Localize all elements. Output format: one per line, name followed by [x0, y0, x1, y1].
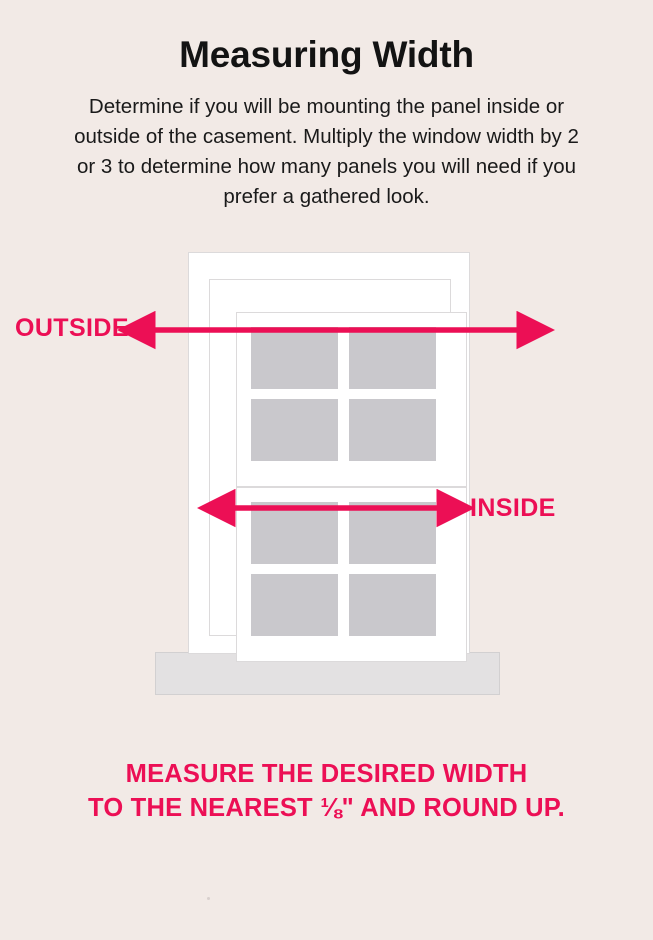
window-pane	[349, 502, 436, 564]
window-illustration	[155, 252, 500, 697]
window-sash-bottom	[236, 487, 467, 662]
footer-callout	[0, 757, 653, 825]
window-pane	[349, 574, 436, 636]
window-pane	[251, 399, 338, 461]
window-pane	[349, 399, 436, 461]
window-pane	[251, 502, 338, 564]
window-sash-top	[236, 312, 467, 487]
footer-line-2: TO THE NEAREST ⅛" AND ROUND UP.	[88, 794, 565, 822]
window-frame-inner	[209, 279, 451, 636]
window-pane	[349, 327, 436, 389]
page-title: Measuring Width	[179, 34, 474, 75]
inside-label: INSIDE	[470, 494, 556, 522]
window-pane	[251, 327, 338, 389]
outside-label: OUTSIDE	[15, 314, 129, 342]
footer-line-1: MEASURE THE DESIRED WIDTH	[125, 760, 528, 788]
window-pane	[251, 574, 338, 636]
intro-paragraph: Determine if you will be mounting the panel inside or outside of the casement. Multiply the window width by 2 or 3 to determine how many panels you will need if you prefer a gathered look.	[74, 95, 579, 208]
window-frame-outer	[188, 252, 470, 654]
decorative-dot	[207, 897, 210, 900]
